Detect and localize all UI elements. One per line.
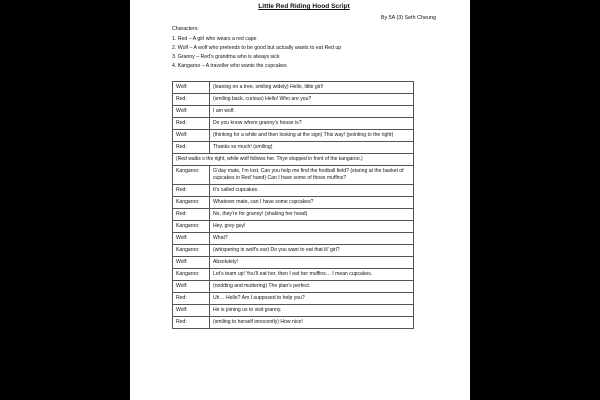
table-row [173, 118, 414, 130]
dialogue-cell: Let’s team up! You’ll eat her, then I eat her muffins… I mean cupcakes. [210, 269, 414, 281]
speaker-cell: Red: [173, 317, 210, 329]
speaker-cell: Red: [173, 118, 210, 130]
character-item: 3. Granny – Red’s grandma who is always sick [172, 54, 280, 60]
table-row [173, 305, 414, 317]
speaker-cell: Red: [173, 293, 210, 305]
dialogue-cell: Hey, grey guy! [210, 221, 414, 233]
speaker-cell: Wolf: [173, 281, 210, 293]
document-title: Little Red Riding Hood Script [258, 3, 350, 10]
dialogue-cell: What? [210, 233, 414, 245]
speaker-cell: Kangaroo: [173, 269, 210, 281]
table-row [173, 209, 414, 221]
speaker-cell: Wolf: [173, 305, 210, 317]
speaker-cell: Kangaroo: [173, 197, 210, 209]
table-row [173, 197, 414, 209]
characters-heading: Characters: [172, 26, 199, 32]
table-row [173, 293, 414, 305]
table-row [173, 94, 414, 106]
table-row [173, 185, 414, 197]
speaker-cell: Wolf: [173, 257, 210, 269]
table-row [173, 317, 414, 329]
character-item: 4. Kangaroo – A traveller who wants the cupcakes [172, 63, 287, 69]
speaker-cell: Wolf: [173, 233, 210, 245]
table-row [173, 82, 414, 94]
speaker-cell: Red: [173, 142, 210, 154]
dialogue-cell: Do you know where granny’s house is? [210, 118, 414, 130]
table-row [173, 154, 414, 166]
dialogue-cell: Whatever mate, can I have some cupcakes? [210, 197, 414, 209]
table-row [173, 233, 414, 245]
table-row [173, 281, 414, 293]
speaker-cell: Kangaroo: [173, 166, 210, 185]
dialogue-cell: Thanks so much! (smiling) [210, 142, 414, 154]
table-row [173, 269, 414, 281]
speaker-cell: Wolf: [173, 82, 210, 94]
table-row [173, 245, 414, 257]
table-row [173, 142, 414, 154]
characters-list [172, 35, 436, 71]
dialogue-cell: (smiling back, curious) Hello! Who are you? [210, 94, 414, 106]
author-line: By 5A (3) Seth Cheung [380, 15, 436, 21]
speaker-cell: Red: [173, 209, 210, 221]
table-row [173, 257, 414, 269]
script-table [172, 81, 414, 329]
stage-direction: (Red walks o the right, while wolf follows her. Thye stopped in front of the kangaroo.) [173, 154, 414, 166]
table-row [173, 221, 414, 233]
table-row [173, 166, 414, 185]
document-page [130, 0, 470, 400]
table-row [173, 130, 414, 142]
dialogue-cell: (nodding and muttering) The plan’s perfect. [210, 281, 414, 293]
speaker-cell: Red: [173, 185, 210, 197]
speaker-cell: Kangaroo: [173, 245, 210, 257]
dialogue-cell: G’day mate, I’m lost. Can you help me find the football field? (staring at the basket of cupcakes in Red’ hand) Can I have some of those muffins? [210, 166, 414, 185]
dialogue-cell: (smiling to herself innocently) How nice! [210, 317, 414, 329]
dialogue-cell: (thinking for a while and then looking at the sign) This way! (pointing to the right) [210, 130, 414, 142]
dialogue-cell: It’s called cupcakes. [210, 185, 414, 197]
dialogue-cell: I am wolf. [210, 106, 414, 118]
speaker-cell: Wolf: [173, 106, 210, 118]
dialogue-cell: (leaning on a tree, smiling widely) Hello, little girl! [210, 82, 414, 94]
speaker-cell: Kangaroo: [173, 221, 210, 233]
table-row [173, 106, 414, 118]
dialogue-cell: No, they’re for granny! (shaking her head) [210, 209, 414, 221]
dialogue-cell: Absolutely! [210, 257, 414, 269]
dialogue-cell: He is joining us to visit granny. [210, 305, 414, 317]
dialogue-cell: (whispering in wolf’s ear) Do you want to eat that lil’ girl? [210, 245, 414, 257]
dialogue-cell: Uh… Hello? Am I supposed to help you? [210, 293, 414, 305]
speaker-cell: Red: [173, 94, 210, 106]
character-item: 1. Red – A girl who wears a red cape [172, 36, 257, 42]
character-item: 2. Wolf – A wolf who pretends to be good but actually wants to eat Red up [172, 45, 342, 51]
speaker-cell: Wolf: [173, 130, 210, 142]
